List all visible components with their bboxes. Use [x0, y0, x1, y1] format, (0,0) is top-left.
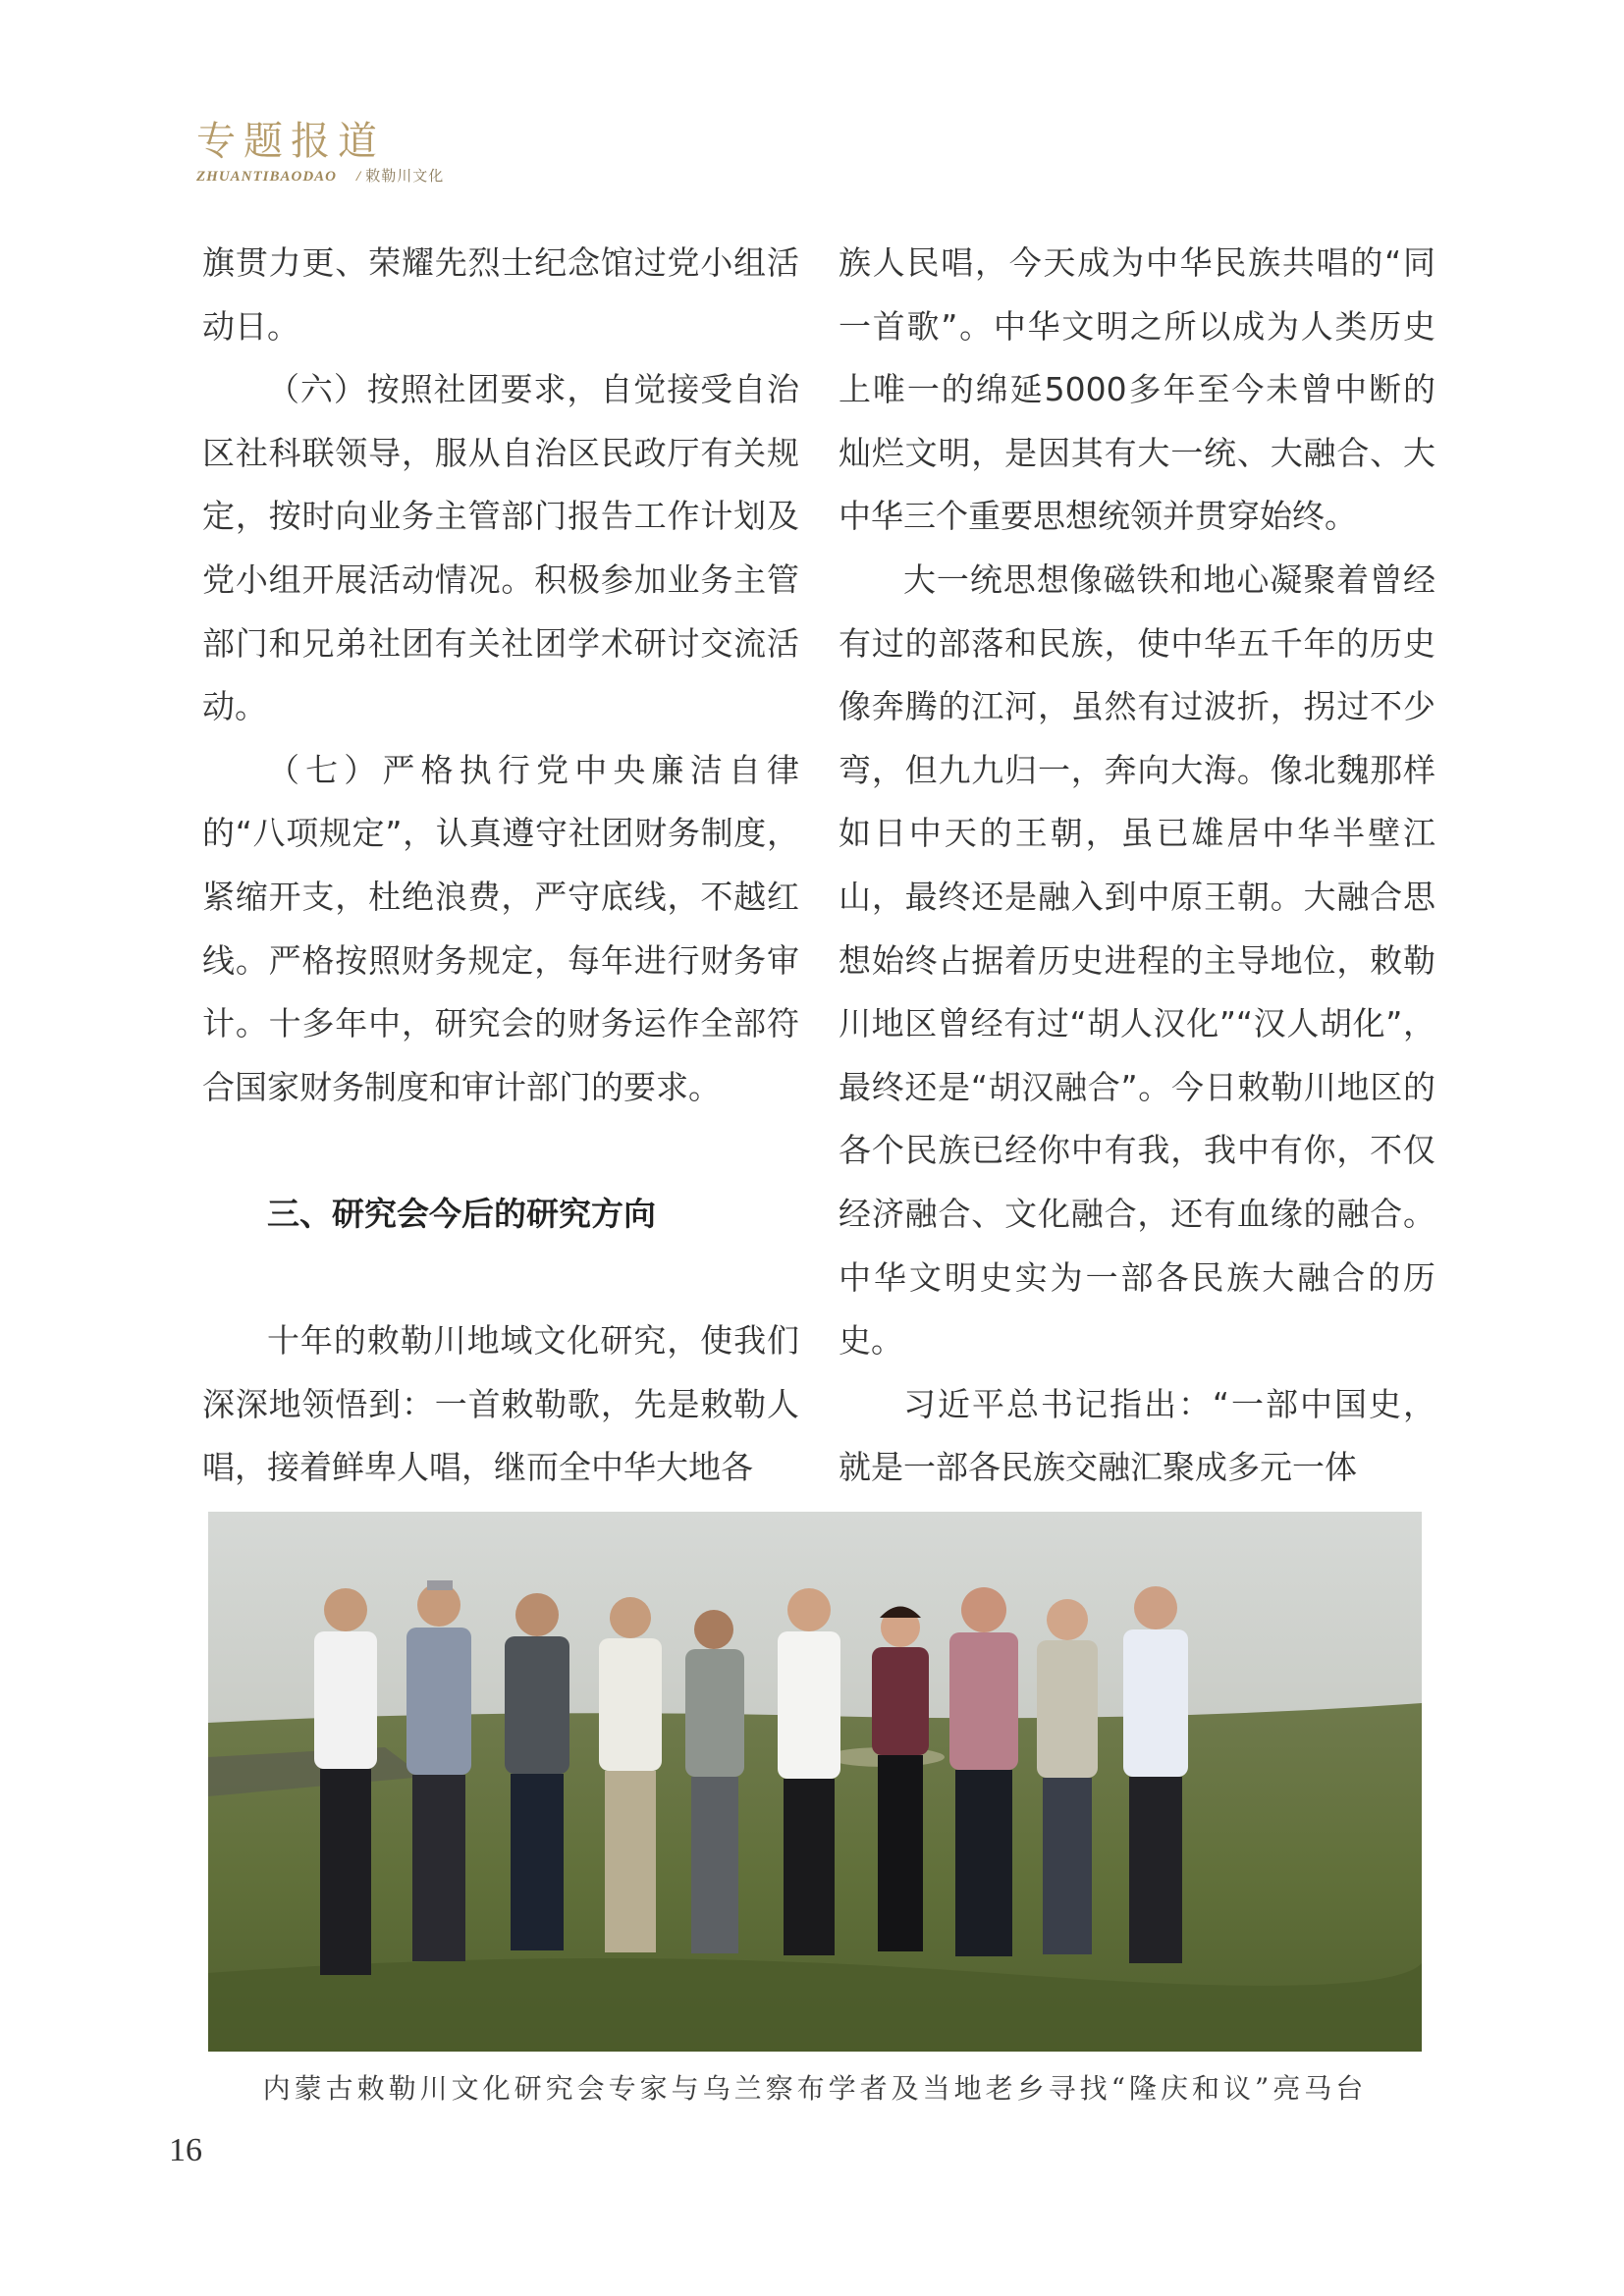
person-3	[505, 1593, 569, 1950]
person-9	[1037, 1599, 1098, 1954]
person-4	[599, 1597, 662, 1952]
left-column	[202, 232, 799, 1500]
right-column	[839, 232, 1435, 1500]
section-tag: 敕勒川文化	[365, 167, 445, 185]
person-1	[314, 1588, 377, 1975]
section-title: 专题报道	[196, 119, 385, 164]
right-paragraph-2: 大一统思想像磁铁和地心凝聚着曾经有过的部落和民族，使中华五千年的历史像奔腾的江河，虽然有过波折，拐过不少弯，但九九归一，奔向大海。像北魏那样如日中天的王朝，虽已雄居中华半壁江山，最终还是融入到中原王朝。大融合思想始终占据着历史进程的主导地位，敕勒川地区曾经有过“胡人汉化”“汉人胡化”，最终还是“胡汉融合”。今日敕勒川地区的各个民族已经你中有我，我中有你，不仅经济融合、文化融合，还有血缘的融合。中华文明史实为一部各民族大融合的历史。	[839, 560, 1435, 1361]
photo-caption: 内蒙古敕勒川文化研究会专家与乌兰察布学者及当地老乡寻找“隆庆和议”亮马台	[262, 2072, 1368, 2105]
section-pinyin: ZHUANTIBAODAO	[196, 169, 338, 185]
group-photo	[208, 1512, 1422, 2052]
left-paragraph-3: （七）严格执行党中央廉洁自律的“八项规定”，认真遵守社团财务制度，紧缩开支，杜绝浪费，严守底线，不越红线。严格按照财务规定，每年进行财务审计。十多年中，研究会的财务运作全部符合国家财务制度和审计部门的要求。	[202, 750, 799, 1106]
person-6	[778, 1588, 840, 1955]
person-2	[406, 1580, 471, 1961]
right-paragraph-1: 族人民唱，今天成为中华民族共唱的“同一首歌”。中华文明之所以成为人类历史上唯一的绵延5000多年至今未曾中断的灿烂文明，是因其有大一统、大融合、大中华三个重要思想统领并贯穿始终。	[839, 243, 1435, 536]
page-number: 16	[169, 2132, 202, 2168]
person-7	[872, 1607, 929, 1952]
left-paragraph-2: （六）按照社团要求，自觉接受自治区社科联领导，服从自治区民政厅有关规定，按时向业务主管部门报告工作计划及党小组开展活动情况。积极参加业务主管部门和兄弟社团有关社团学术研讨交流活动。	[202, 370, 799, 726]
person-10	[1123, 1586, 1188, 1963]
right-paragraph-3: 习近平总书记指出：“一部中国史，就是一部各民族交融汇聚成多元一体	[839, 1384, 1435, 1487]
person-5	[685, 1610, 744, 1953]
section-subtitle	[196, 165, 444, 186]
section-heading: 三、研究会今后的研究方向	[267, 1194, 656, 1233]
person-8	[949, 1587, 1018, 1956]
section-separator: /	[356, 169, 362, 185]
left-paragraph-4: 十年的敕勒川地域文化研究，使我们深深地领悟到：一首敕勒歌，先是敕勒人唱，接着鲜卑人唱，继而全中华大地各	[202, 1321, 799, 1487]
left-paragraph-1: 旗贯力更、荣耀先烈士纪念馆过党小组活动日。	[202, 243, 799, 346]
